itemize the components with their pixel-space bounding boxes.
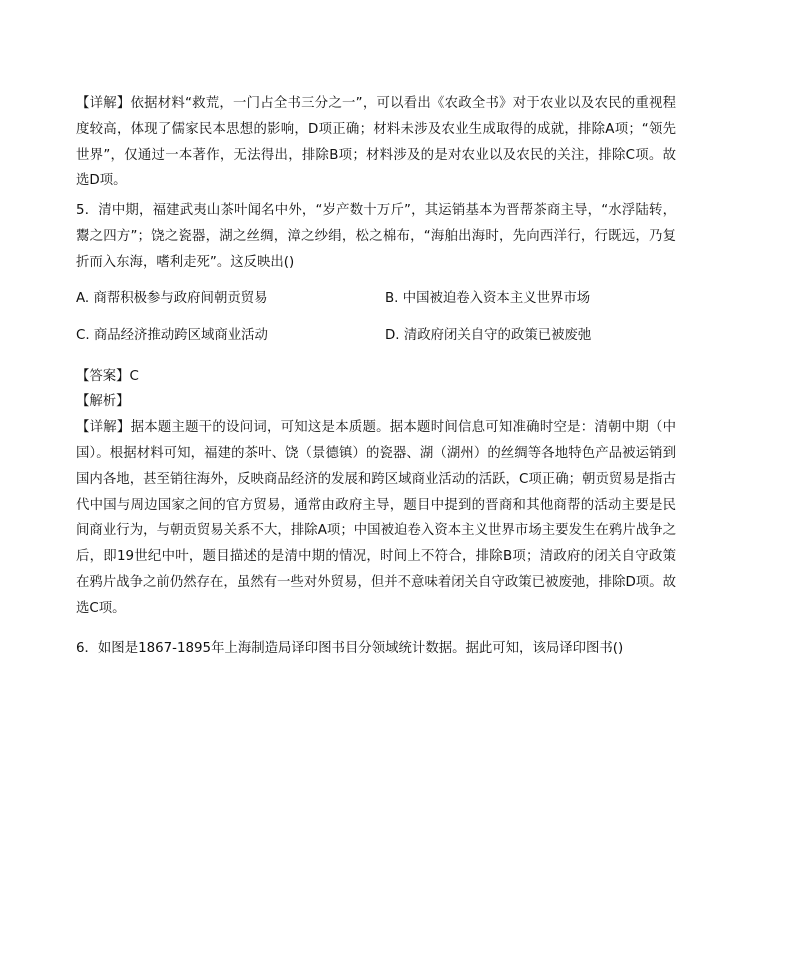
question-5-options <box>76 286 676 360</box>
option-a: A. 商帮积极参与政府间朝贡贸易 <box>76 290 268 306</box>
analysis-label: 【解析】 <box>76 394 130 410</box>
option-c: C. 商品经济推动跨区域商业活动 <box>76 327 268 343</box>
question-5-stem: 5．清中期，福建武夷山茶叶闻名中外，“岁产数十万斤”，其运销基本为晋帮茶商主导，“水浮陆转，鬻之四方”；饶之瓷器，湖之丝绸，漳之纱绢，松之棉布，“海舶出海时，先向西洋行，行既远，乃复折而入东海，嗜利走死”。这反映出() <box>76 203 676 270</box>
document-content <box>76 91 676 661</box>
question-6-stem: 6．如图是1867-1895年上海制造局译印图书目分领域统计数据。据此可知，该局译印图书() <box>76 640 624 656</box>
answer-line: 【答案】C <box>76 368 139 384</box>
question-5-detail: 【详解】据本题主题干的设问词，可知这是本质题。据本题时间信息可知准确时空是：清朝中期（中国）。根据材料可知，福建的茶叶、饶（景德镇）的瓷器、湖（湖州）的丝绸等各地特色产品被运销到国内各地，甚至销往海外，反映商品经济的发展和跨区域商业活动的活跃，C项正确；朝贡贸易是指古代中国与周边国家之间的官方贸易，通常由政府主导，题目中提到的晋商和其他商帮的活动主要是民间商业行为，与朝贡贸易关系不大，排除A项；中国被迫卷入资本主义世界市场主要发生在鸦片战争之后，即19世纪中叶，题目描述的是清中期的情况，时间上不符合，排除B项；清政府的闭关自守政策在鸦片战争之前仍然存在，虽然有一些对外贸易，但并不意味着闭关自守政策已被废弛，排除D项。故选C项。 <box>76 420 676 616</box>
option-b: B. 中国被迫卷入资本主义世界市场 <box>385 290 591 306</box>
option-d: D. 清政府闭关自守的政策已被废弛 <box>385 327 592 343</box>
previous-question-detail: 【详解】依据材料“救荒，一门占全书三分之一”，可以看出《农政全书》对于农业以及农民的重视程度较高，体现了儒家民本思想的影响，D项正确；材料未涉及农业生成取得的成就，排除A项；“领先世界”，仅通过一本著作，无法得出，排除B项；材料涉及的是对农业以及农民的关注，排除C项。故选D项。 <box>76 96 676 189</box>
